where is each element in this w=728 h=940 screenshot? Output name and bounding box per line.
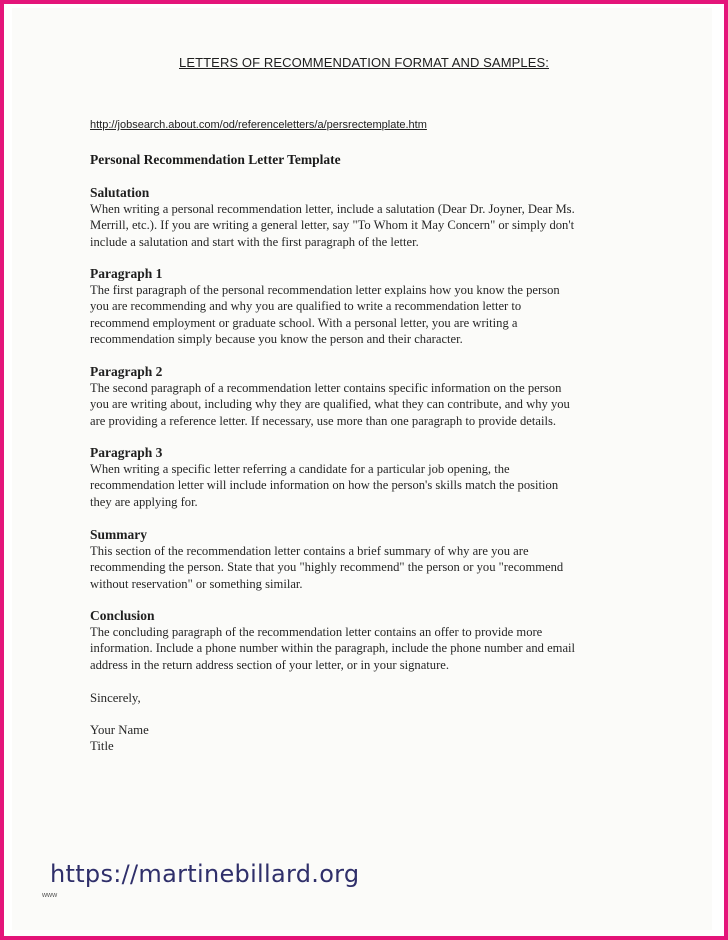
body-line: address in the return address section of your letter, or in your signature.	[90, 657, 450, 672]
body-line: information. Include a phone number within the paragraph, include the phone number and email	[90, 641, 576, 656]
section-heading: Paragraph 1	[90, 266, 163, 281]
body-line: include a salutation and start with the first paragraph of the letter.	[90, 234, 419, 249]
signer-name: Your Name	[90, 723, 149, 737]
section-paragraph-1	[90, 266, 650, 347]
body-line: recommendation simply because you know the person and their character.	[90, 331, 463, 346]
section-summary	[90, 527, 650, 592]
body-line: recommendation letter will include information on how the person's skills match the position	[90, 478, 559, 493]
watermark-url: https://martinebillard.org	[50, 860, 360, 888]
body-line: The first paragraph of the personal recommendation letter explains how you know the person	[90, 283, 560, 297]
document-title: LETTERS OF RECOMMENDATION FORMAT AND SAMPLES:	[179, 55, 549, 70]
section-heading: Paragraph 3	[90, 445, 163, 460]
body-line: without reservation" or something similar.	[90, 576, 303, 591]
signer-title: Title	[90, 739, 114, 753]
body-line: When writing a personal recommendation letter, include a salutation (Dear Dr. Joyner, Dear Ms.	[90, 202, 575, 216]
section-conclusion	[90, 608, 650, 673]
body-line: recommend employment or graduate school. With a personal letter, you are writing a	[90, 315, 518, 330]
section-heading: Summary	[90, 527, 147, 542]
body-line: you are writing about, including why they are qualified, what they can contribute, and why you	[90, 397, 570, 412]
body-line: recommending the person. State that you "highly recommend" the person or you "recommend	[90, 560, 564, 575]
body-line: When writing a specific letter referring a candidate for a particular job opening, the	[90, 462, 510, 476]
section-salutation	[90, 185, 650, 250]
section-heading: Paragraph 2	[90, 364, 163, 379]
section-heading: Salutation	[90, 185, 150, 200]
body-line: This section of the recommendation letter contains a brief summary of why are you are	[90, 544, 529, 558]
body-line: they are applying for.	[90, 494, 198, 509]
section-heading: Conclusion	[90, 608, 155, 623]
body-line: you are recommending and why you are qualified to write a recommendation letter to	[90, 299, 522, 314]
watermark-small-text: www	[42, 892, 58, 899]
source-url-link[interactable]: http://jobsearch.about.com/od/referenceletters/a/persrectemplate.htm	[90, 119, 427, 131]
body-line: The second paragraph of a recommendation letter contains specific information on the person	[90, 381, 562, 395]
sign-off: Sincerely,	[90, 691, 141, 705]
template-heading: Personal Recommendation Letter Template	[90, 152, 341, 167]
body-line: Merrill, etc.). If you are writing a general letter, say "To Whom it May Concern" or simply don't	[90, 218, 575, 233]
section-paragraph-2	[90, 364, 650, 429]
section-paragraph-3	[90, 445, 650, 510]
body-line: are providing a reference letter. If necessary, use more than one paragraph to provide details.	[90, 413, 556, 428]
body-line: The concluding paragraph of the recommendation letter contains an offer to provide more	[90, 625, 543, 639]
